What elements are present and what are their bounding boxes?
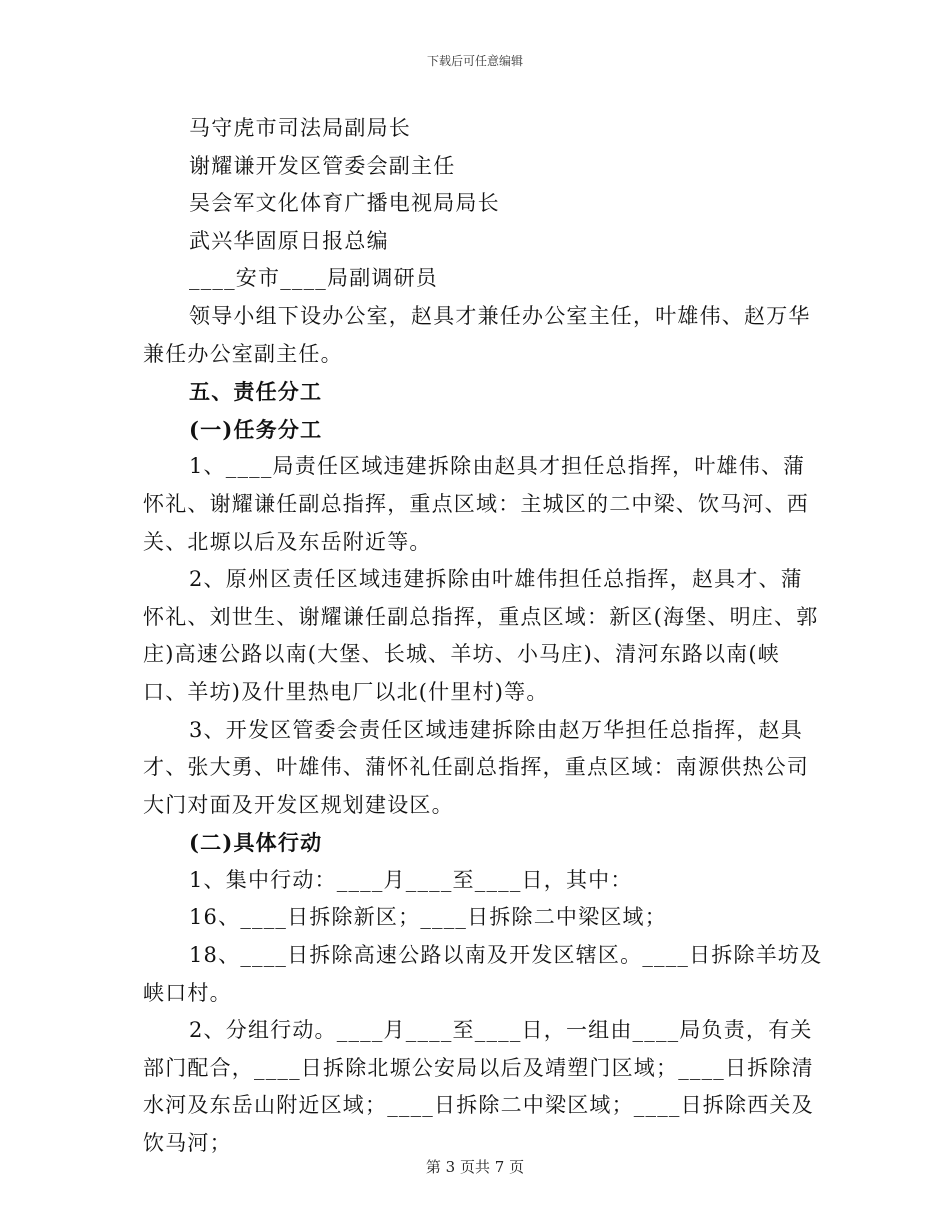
paragraph: 3、开发区管委会责任区域违建拆除由赵万华担任总指挥，赵具才、张大勇、叶雄伟、蒲怀礼任副总指挥，重点区域：南源供热公司大门对面及开发区规划建设区。 <box>143 717 809 817</box>
paragraph: 领导小组下设办公室，赵具才兼任办公室主任，叶雄伟、赵万华兼任办公室副主任。 <box>143 303 811 366</box>
paragraph: 谢耀谦开发区管委会副主任 <box>189 153 456 178</box>
subsection-heading: (二)具体行动 <box>189 830 323 856</box>
paragraph: 16、____日拆除新区；____日拆除二中梁区域； <box>189 905 667 930</box>
paragraph: 1、____局责任区域违建拆除由赵具才担任总指挥，叶雄伟、蒲怀礼、谢耀谦任副总指挥，重点区域：主城区的二中梁、饮马河、西关、北塬以后及东岳附近等。 <box>143 454 809 554</box>
paragraph: 吴会军文化体育广播电视局局长 <box>189 191 500 216</box>
paragraph: 1、集中行动：____月____至____日，其中： <box>189 867 633 892</box>
page-header: 下载后可任意编辑 <box>426 54 523 68</box>
section-heading: 五、责任分工 <box>189 379 323 405</box>
document-body <box>143 110 823 1163</box>
paragraph: 18、____日拆除高速公路以南及开发区辖区。____日拆除羊坊及峡口村。 <box>143 943 823 1005</box>
paragraph: 武兴华固原日报总编 <box>189 228 389 253</box>
paragraph: 2、分组行动。____月____至____日，一组由____局负责，有关部门配合，____日拆除北塬公安局以后及靖塑门区域；____日拆除清水河及东岳山附近区域；____日拆除二中梁区域；____日拆除西关及饮马河； <box>143 1018 814 1156</box>
paragraph: 2、原州区责任区域违建拆除由叶雄伟担任总指挥，赵具才、蒲怀礼、刘世生、谢耀谦任副总指挥，重点区域：新区(海堡、明庄、郭庄)高速公路以南(大堡、长城、羊坊、小马庄)、清河东路以南(峡口、羊坊)及什里热电厂以北(什里村)等。 <box>143 567 819 704</box>
paragraph: ____安市____局副调研员 <box>189 266 438 291</box>
page-footer: 第 3 页共 7 页 <box>425 1158 525 1176</box>
paragraph: 马守虎市司法局副局长 <box>189 116 411 140</box>
subsection-heading: (一)任务分工 <box>189 416 323 442</box>
